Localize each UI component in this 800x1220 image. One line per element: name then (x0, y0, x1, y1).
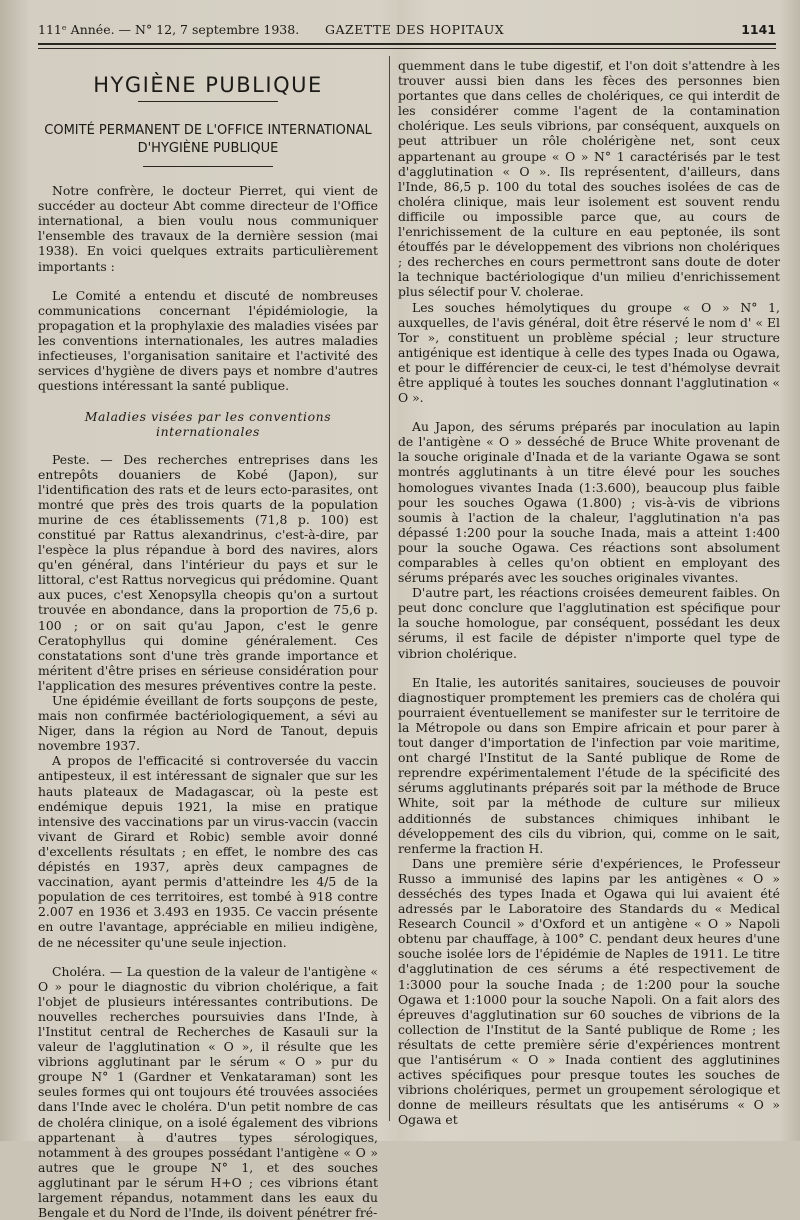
continuation-paragraph: quemment dans le tube digestif, et l'on doit s'attendre à les trouver aussi bien dans les fèces des personnes bien portantes que dans celles de cholériques, ce qui interdit de les considérer comme l'agent de la contamination cholérique. Les seuls vibrions, par conséquent, auxquels on peut attribuer un rôle cholérigène net, sont ceux appartenant au groupe « O » N° 1 caractérisés par le test d'agglutination « O ». Ils représentent, d'ailleurs, dans l'Inde, 86,5 p. 100 du total des souches isolées de cas de choléra clinique, mais leur isolement est souvent rendu difficile ou impossible parce que, au cours de l'enrichissement de la culture en eau peptonée, ils sont étouffés par le développement des vibrions non cholériques ; des recherches en cours permettront sans doute de doter la technique bactériologique d'un milieu d'enrichissement plus sélectif pour V. cholerae. (398, 58, 780, 300)
committee-title (38, 122, 378, 158)
italy-paragraph: En Italie, les autorités sanitaires, soucieuses de pouvoir diagnostiquer promptement les premiers cas de choléra qui pourraient éventuellement se manifester sur le territoire de la Métropole ou dans son Empire africain et pour parer à tout danger d'importation de l'infection par voie maritime, ont chargé l'Institut de la Santé publique de Rome de reprendre expérimentalement l'étude de la spécificité des sérums agglutinants préparés soit par la méthode de Bruce White, soit par la méthode de culture sur milieux additionnés de substances chimiques inhibant le développement des cils du vibrion, qui, comme on le sait, renferme la fraction H. (398, 674, 780, 856)
journal-title: GAZETTE DES HOPITAUX (325, 22, 505, 37)
cholera-paragraph: Choléra. — La question de la valeur de l'antigène « O » pour le diagnostic du vibrion cholérique, a fait l'objet de plusieurs intéressantes contributions. De nouvelles recherches poursuivies dans l'Inde, à l'Institut central de Recherches de Kasauli sur la valeur de l'agglutination « O », il résulte que les vibrions agglutinant par le sérum « O » pur du groupe N° 1 (Gardner et Venkataraman) sont les seules formes qui ont toujours été trouvées associées dans l'Inde avec le choléra. D'un petit nombre de cas de choléra clinique, on a isolé également des vibrions appartenant à d'autres types sérologiques, notamment à des groupes possédant l'antigène « O » autres que le groupe N° 1, et des souches agglutinant par le sérum H+O ; ces vibrions étant largement répandus, notamment dans les eaux du Bengale et du Nord de l'Inde, ils doivent pénétrer fré- (38, 963, 378, 1220)
russo-paragraph: Dans une première série d'expériences, le Professeur Russo a immunisé des lapins par les antigènes « O » desséchés des types Inada et Ogawa qui lui avaient été adressés par le Laboratoire des Standards du « Medical Research Council » d'Oxford et un antigène « O » Napoli obtenu par chauffage, à 100° C. pendant deux heures d'une souche isolée lors de l'épidémie de Naples de 1911. Le titre d'agglutination de ces sérums a été respectivement de 1:3000 pour la souche Inada ; de 1:200 pour la souche Ogawa et 1:1000 pour la souche Napoli. On a fait alors des épreuves d'agglutination sur 60 souches de vibrions de la collection de l'Institut de la Santé publique de Rome ; les résultats de cette première série d'expériences montrent que l'antisérum « O » Inada contient des agglutinines actives spécifiques pour presque toutes les souches de vibrions cholériques, permet un groupement sérologique et donne de meilleurs résultats que les antisérums « O » Ogawa et (398, 855, 780, 1128)
el-tor-paragraph: Les souches hémolytiques du groupe « O » N° 1, auxquelles, de l'avis général, doit être réservé le nom d' « El Tor », constituent un problème spécial ; leur structure antigénique est identique à celle des types Inada ou Ogawa, et pour le différencier de ceux-ci, le test d'hémolyse devrait être appliqué à toutes les souches donnant l'agglutination « O ». (398, 299, 780, 406)
subtitle-rule (143, 166, 273, 167)
page-number: 1141 (741, 22, 776, 37)
issue-line: 111ᵉ Année. — N° 12, 7 septembre 1938. (38, 22, 300, 37)
intro-paragraph: Notre confrère, le docteur Pierret, qui vient de succéder au docteur Abt comme directeur de l'Office international, a bien voulu nous communiquer l'ensemble des travaux de la dernière session (mai 1938). En voici quelques extraits particulièrement importants : (38, 183, 378, 274)
header-rule (38, 43, 776, 45)
header-rule-thin (38, 48, 776, 49)
right-column (398, 58, 780, 1127)
section-rule (138, 101, 278, 102)
plague-paragraph: Peste. — Des recherches entreprises dans les entrepôts douaniers de Kobé (Japon), sur l'identification des rats et de leurs ecto-parasites, ont montré que près des trois quarts de la population murine de ces établissements (71,8 p. 100) est constitué par Rattus alexandrinus, c'est-à-dire, par l'espèce la plus répandue à bord des navires, alors qu'en général, dans l'intérieur du pays et sur le littoral, c'est Rattus norvegicus qui prédomine. Quant aux puces, c'est Xenopsylla cheopis qu'on a surtout trouvée en abondance, dans la proportion de 75,6 p. 100 ; or on sait qu'au Japon, c'est le genre Ceratophyllus qui domine généralement. Ces constatations sont d'une très grande importance et méritent d'être prises en sérieuse considération pour l'application des mesures préventives contre la peste. (38, 451, 378, 693)
subsection-heading: Maladies visées par les conventions internationales (84, 409, 332, 440)
niger-paragraph: Une épidémie éveillant de forts soupçons de peste, mais non confirmée bactériologiquement, a sévi au Niger, dans la région au Nord de Tanout, depuis novembre 1937. (38, 693, 378, 754)
vaccine-paragraph: A propos de l'efficacité si controversée du vaccin antipesteux, il est intéressant de signaler que sur les hauts plateaux de Madagascar, où la peste est endémique depuis 1921, la mise en pratique intensive des vaccinations par un virus-vaccin (vaccin vivant de Girard et Robic) semble avoir donné d'excellents résultats ; en effet, le nombre des cas dépistés en 1937, après deux campagnes de vaccination, ayant permis d'atteindre les 4/5 de la population de ces territoires, est tombé à 918 contre 2.007 en 1936 et 3.493 en 1935. Ce vaccin présente en outre l'avantage, appréciable en milieu indigène, de ne nécessiter qu'une seule injection. (38, 753, 378, 950)
committee-title-line-1: COMITÉ PERMANENT DE L'OFFICE INTERNATIONAL (44, 123, 372, 139)
committee-paragraph: Le Comité a entendu et discuté de nombreuses communications concernant l'épidémiologie, la propagation et la prophylaxie des maladies visées par les conventions internationales, les autres maladies infectieuses, l'organisation sanitaire et l'activité des services d'hygiène de divers pays et nombre d'autres questions intéressant la santé publique. (38, 287, 378, 394)
cross-reaction-paragraph: D'autre part, les réactions croisées demeurent faibles. On peut donc conclure que l'agglutination est spécifique pour la souche homologue, par conséquent, possédant les deux sérums, il est facile de dépister n'importe quel type de vibrion cholérique. (398, 585, 780, 661)
committee-title-line-2: D'HYGIÈNE PUBLIQUE (137, 141, 279, 157)
running-header (30, 16, 776, 40)
section-title: HYGIÈNE PUBLIQUE (93, 73, 323, 97)
column-divider (389, 56, 390, 1121)
japan-paragraph: Au Japon, des sérums préparés par inoculation au lapin de l'antigène « O » desséché de Bruce White provenant de la souche originale d'Inada et de la variante Ogawa se sont montrés agglutinants à un titre élevé pour les souches homologues vivantes Inada (1:3.600), beaucoup plus faible pour les souches Ogawa (1.800) ; vis-à-vis de vibrions soumis à l'action de la chaleur, l'agglutination n'a pas dépassé 1:200 pour la souche Inada, mais a atteint 1:400 pour la souche Ogawa. Ces réactions sont absolument comparables à celles qu'on obtient en employant des sérums préparés avec les souches originales vivantes. (398, 419, 780, 586)
left-column (38, 58, 378, 1220)
